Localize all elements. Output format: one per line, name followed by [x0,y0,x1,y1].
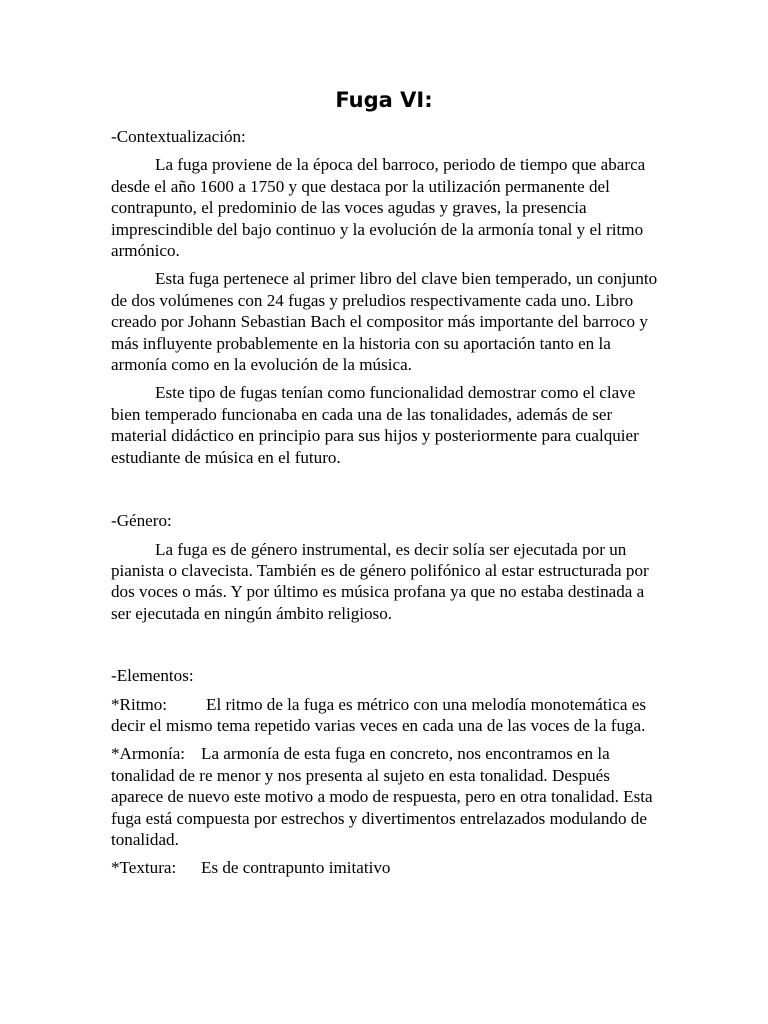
element-text: El ritmo de la fuga es métrico con una melodía monotemática es decir el mismo tema repetido varias veces en cada una de las voces de la fuga. [111,694,647,735]
element-item-armonia [111,743,666,850]
element-label: *Textura: [111,858,177,878]
page-title: Fuga VI: [335,88,433,112]
element-label: *Armonía: [111,744,186,764]
document-body [111,126,666,886]
spacer [111,631,666,665]
element-text: Es de contrapunto imitativo [201,858,391,878]
paragraph: Esta fuga pertenece al primer libro del clave bien temperado, un conjunto de dos volúmenes con 24 fugas y preludios respectivamente cada uno. Libro creado por Johann Sebastian Bach el compositor más importante del barroco y más influyente probablemente en la historia con su aportación tanto en la armonía como en la evolución de la música. [111,269,658,375]
spacer [111,475,666,510]
section-heading-elementos: -Elementos: [111,666,194,686]
paragraph: La fuga proviene de la época del barroco, periodo de tiempo que abarca desde el año 1600 a 1750 y que destaca por la utilización permanente del contrapunto, el predominio de las voces agudas y graves, la presencia imprescindible del bajo continuo y la evolución de la armonía tonal y el ritmo armónico. [111,155,646,261]
element-text: La armonía de esta fuga en concreto, nos encontramos en la tonalidad de re menor y nos presenta al sujeto en esta tonalidad. Después aparece de nuevo este motivo a modo de respuesta, pero en otra tonalidad. Esta fuga está compuesta por estrechos y divertimentos entrelazados modulando de tonalidad. [111,744,653,849]
paragraph: Este tipo de fugas tenían como funcionalidad demostrar como el clave bien temperado funcionaba en cada una de las tonalidades, además de ser material didáctico en principio para sus hijos y posteriormente para cualquier estudiante de música en el futuro. [111,383,639,467]
paragraph: La fuga es de género instrumental, es decir solía ser ejecutada por un pianista o clavecista. También es de género polifónico al estar estructurada por dos voces o más. Y por último es música profana ya que no estaba destinada a ser ejecutada en ningún ámbito religioso. [111,539,649,623]
element-label: *Ritmo: [111,694,168,714]
section-heading-contextualizacion: -Contextualización: [111,127,246,146]
section-heading-genero: -Género: [111,511,172,531]
element-item-ritmo [111,694,666,737]
element-item-textura [111,857,666,878]
